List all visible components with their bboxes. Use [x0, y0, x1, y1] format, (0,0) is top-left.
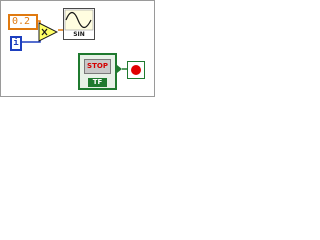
iteration-terminal[interactable]: i: [10, 36, 22, 51]
output-arrow-icon: [117, 65, 122, 73]
stop-button[interactable]: STOP: [84, 59, 111, 74]
multiply-icon[interactable]: [38, 22, 58, 42]
block-diagram: [0, 0, 155, 97]
boolean-type-label: TF: [88, 78, 107, 87]
sine-wave-icon: [64, 9, 94, 31]
stop-if-true-icon: [131, 65, 141, 75]
conditional-terminal[interactable]: [127, 61, 145, 79]
sine-vi-label: SIN: [73, 31, 85, 38]
sine-function-vi[interactable]: [63, 8, 95, 40]
numeric-constant[interactable]: 0.2: [8, 14, 38, 30]
stop-button-terminal[interactable]: [78, 53, 117, 90]
